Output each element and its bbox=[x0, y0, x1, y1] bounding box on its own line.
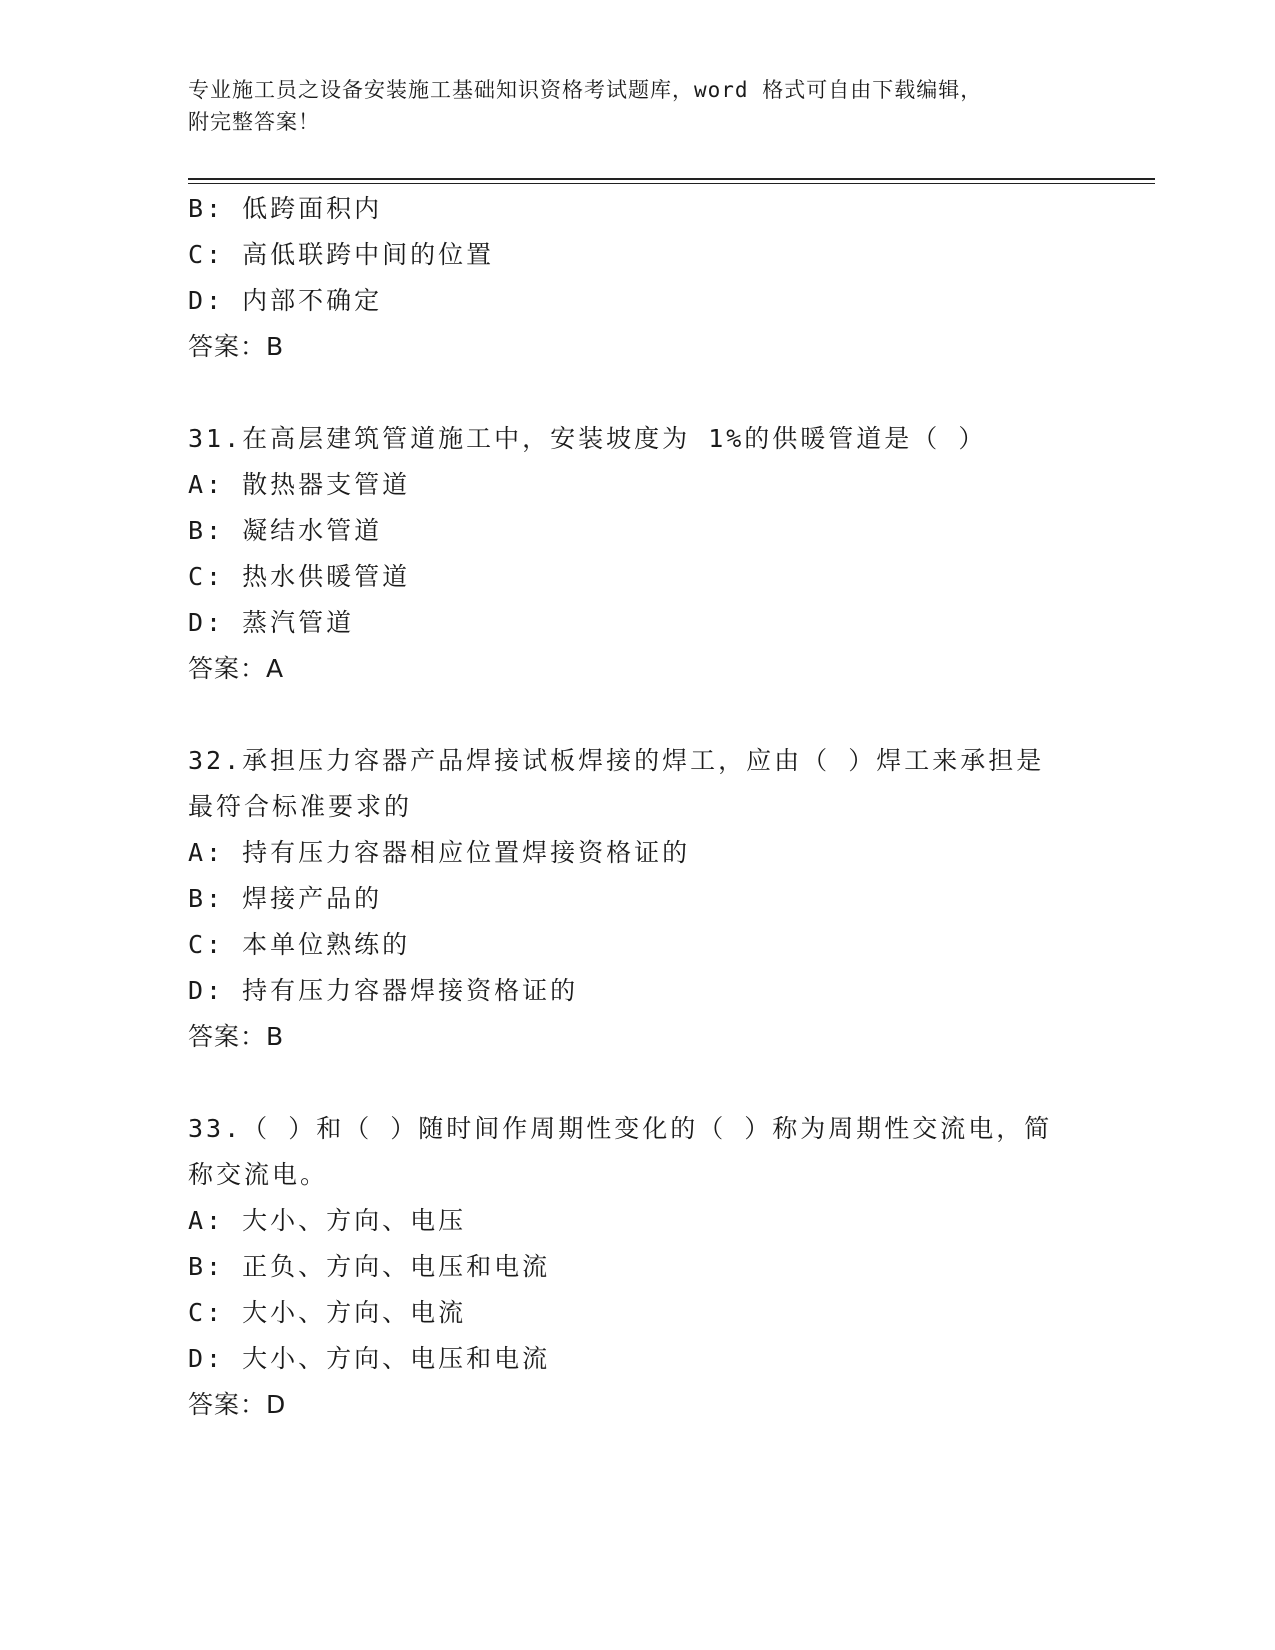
header-rule-thin bbox=[188, 183, 1155, 184]
document-header bbox=[188, 74, 1068, 138]
option-d: D: 蒸汽管道 bbox=[188, 608, 355, 637]
question-list bbox=[188, 186, 1068, 1428]
question-text: 31.在高层建筑管道施工中，安装坡度为 1%的供暖管道是（ ） bbox=[188, 424, 987, 453]
question-33 bbox=[188, 1106, 1068, 1428]
option-c: C: 高低联跨中间的位置 bbox=[188, 240, 495, 269]
question-text-line-1: 32.承担压力容器产品焊接试板焊接的焊工，应由（ ）焊工来承担是 bbox=[188, 746, 1045, 775]
option-b: B: 低跨面积内 bbox=[188, 194, 383, 223]
option-a: A: 散热器支管道 bbox=[188, 470, 411, 499]
option-d: D: 内部不确定 bbox=[188, 286, 383, 315]
option-d: D: 持有压力容器焊接资格证的 bbox=[188, 976, 579, 1005]
answer-label: 答案：D bbox=[188, 1390, 287, 1419]
question-text-line-1: 33.（ ）和（ ）随时间作周期性变化的（ ）称为周期性交流电，简 bbox=[188, 1114, 1053, 1143]
option-c: C: 热水供暖管道 bbox=[188, 562, 411, 591]
header-rule-thick bbox=[188, 178, 1155, 180]
option-d: D: 大小、方向、电压和电流 bbox=[188, 1344, 551, 1373]
option-a: A: 持有压力容器相应位置焊接资格证的 bbox=[188, 838, 691, 867]
option-c: C: 本单位熟练的 bbox=[188, 930, 411, 959]
header-line-2: 附完整答案！ bbox=[188, 110, 320, 134]
answer-label: 答案：A bbox=[188, 654, 285, 683]
option-b: B: 焊接产品的 bbox=[188, 884, 383, 913]
question-text-line-2: 称交流电。 bbox=[188, 1160, 329, 1189]
answer-label: 答案：B bbox=[188, 1022, 285, 1051]
question-31 bbox=[188, 416, 1068, 692]
spacer bbox=[188, 692, 1068, 738]
spacer bbox=[188, 370, 1068, 416]
question-30-continuation bbox=[188, 186, 1068, 370]
option-a: A: 大小、方向、电压 bbox=[188, 1206, 467, 1235]
option-b: B: 正负、方向、电压和电流 bbox=[188, 1252, 551, 1281]
header-line-1: 专业施工员之设备安装施工基础知识资格考试题库，word 格式可自由下载编辑， bbox=[188, 78, 983, 102]
option-b: B: 凝结水管道 bbox=[188, 516, 383, 545]
spacer bbox=[188, 1060, 1068, 1106]
question-text-line-2: 最符合标准要求的 bbox=[188, 792, 413, 821]
option-c: C: 大小、方向、电流 bbox=[188, 1298, 467, 1327]
answer-label: 答案：B bbox=[188, 332, 285, 361]
question-32 bbox=[188, 738, 1068, 1060]
